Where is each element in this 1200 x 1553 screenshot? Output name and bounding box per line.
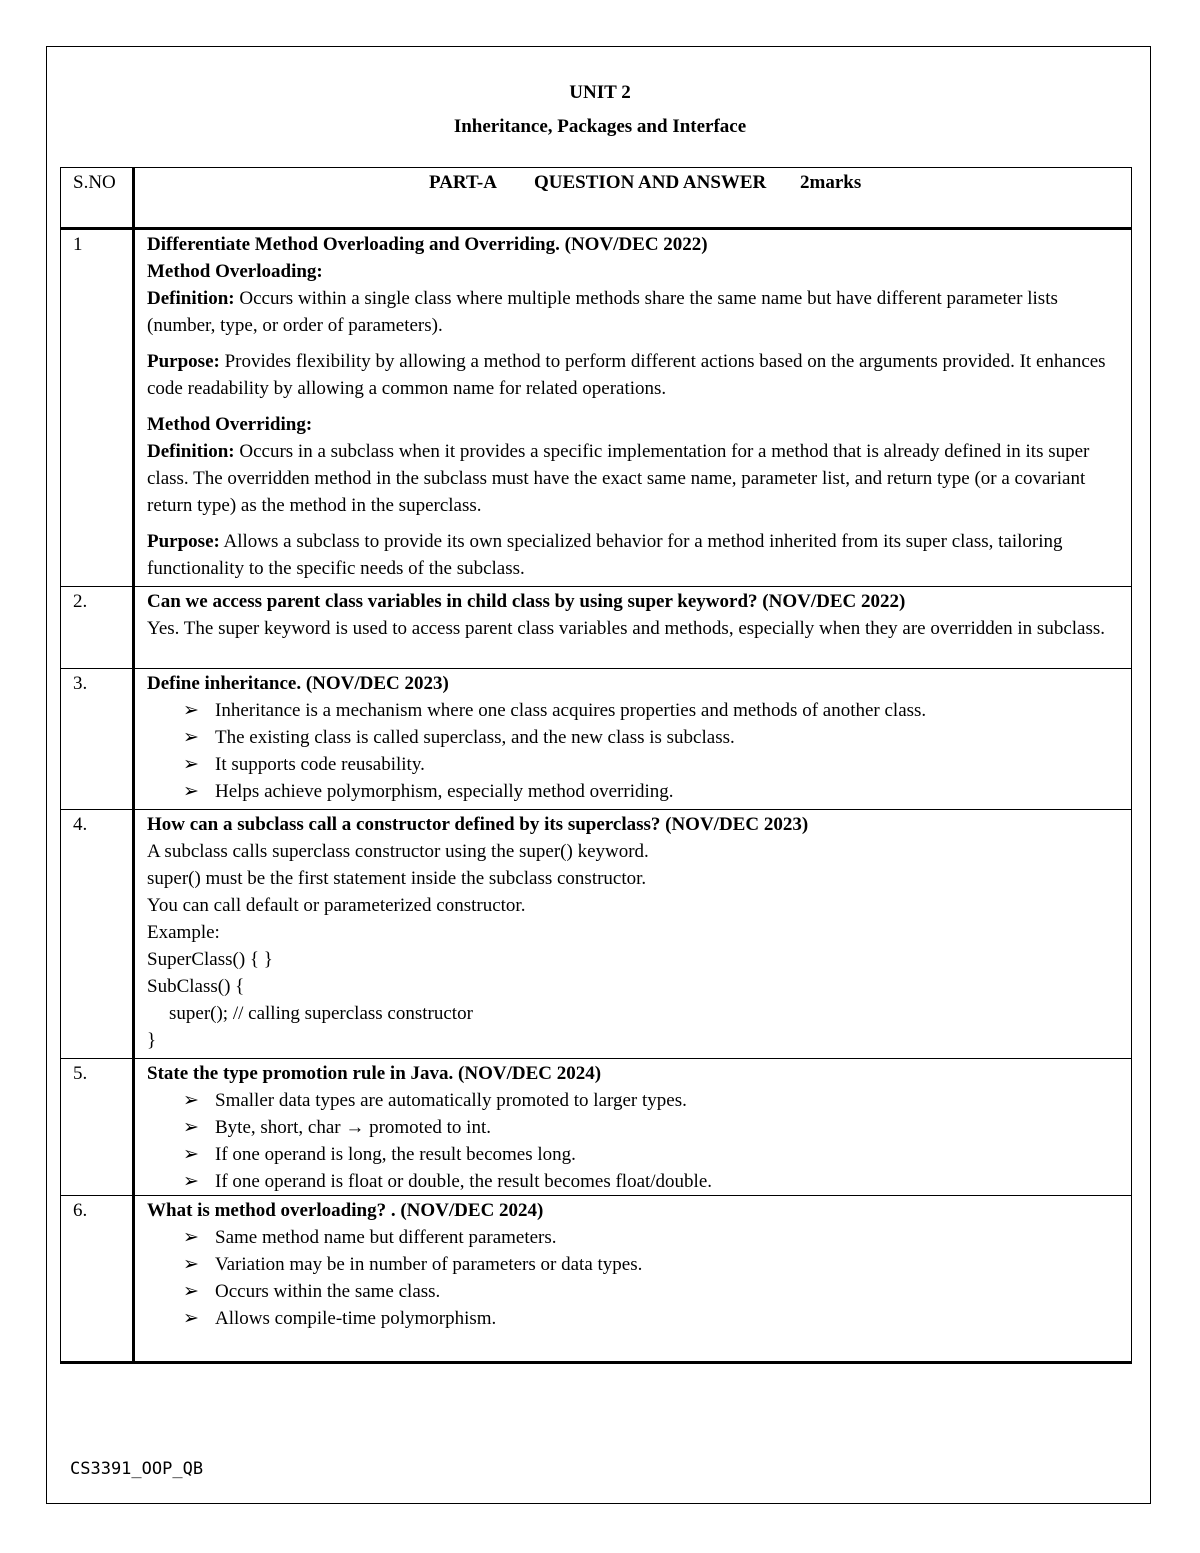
part-header [134,168,1132,229]
table-row [61,587,1132,669]
sno-cell: 1 [61,229,134,587]
table-header-row [61,168,1132,229]
code-line: SubClass() { [147,976,245,997]
sno-cell: 2. [61,587,134,669]
sno-cell: 6. [61,1196,134,1363]
part-label: PART-A [429,172,497,193]
code-line: SuperClass() { } [147,949,273,970]
arrow-bullet-icon: ➢ [183,1281,199,1302]
unit-subtitle: Inheritance, Packages and Interface [453,116,747,137]
list-item: ➢ Helps achieve polymorphism, especially method overriding. [183,778,1121,805]
answer-line: A subclass calls superclass constructor using the super() keyword. [147,841,649,862]
code-line: } [147,1030,157,1051]
overriding-purpose: Purpose: Allows a subclass to provide its own specialized behavior for a method inherited from its super class, tailoring functionality to the specific needs of the subclass. [147,531,1063,579]
overriding-heading: Method Overriding: [147,414,313,435]
question-text: Define inheritance. (NOV/DEC 2023) [147,673,449,694]
list-item: ➢ The existing class is called superclass, and the new class is subclass. [183,724,1121,751]
answer-cell [134,810,1132,1059]
arrow-bullet-icon: ➢ [183,1171,199,1192]
answer-cell [134,587,1132,669]
list-item: ➢ If one operand is long, the result becomes long. [183,1141,1121,1168]
footer-code: CS3391_OOP_QB [70,1459,204,1479]
overloading-purpose: Purpose: Provides flexibility by allowing a method to perform different actions based on the arguments provided. It enhances code readability by allowing a common name for related operations. [147,351,1106,399]
arrow-bullet-icon: ➢ [183,1254,199,1275]
answer-cell [134,669,1132,810]
answer-text: Yes. The super keyword is used to access parent class variables and methods, especially when they are overridden in subclass. [147,618,1106,639]
list-item: ➢ Allows compile-time polymorphism. [183,1305,1121,1332]
answer-line: Example: [147,922,220,943]
bullet-list [147,1087,1121,1195]
question-table [60,167,1132,1364]
table-row [61,1059,1132,1196]
list-item: ➢ Variation may be in number of parameters or data types. [183,1251,1121,1278]
arrow-bullet-icon: ➢ [183,1308,199,1329]
table-row [61,229,1132,587]
arrow-bullet-icon: ➢ [183,781,199,802]
list-item: ➢ Occurs within the same class. [183,1278,1121,1305]
sno-cell: 4. [61,810,134,1059]
bullet-list [147,697,1121,805]
answer-line: super() must be the first statement inside the subclass constructor. [147,868,647,889]
code-line: super(); // calling superclass constructor [169,1003,473,1024]
sno-header: S.NO [61,168,134,229]
section-label: QUESTION AND ANSWER [534,172,767,193]
sno-cell: 5. [61,1059,134,1196]
question-text: Differentiate Method Overloading and Overriding. (NOV/DEC 2022) [147,234,708,255]
bullet-list [147,1224,1121,1332]
arrow-bullet-icon: ➢ [183,1090,199,1111]
overriding-definition: Definition: Occurs in a subclass when it provides a specific implementation for a method that is already defined in its super class. The overridden method in the subclass must have the exact same name, parameter list, and return type (or a covariant return type) as the method in the superclass. [147,441,1090,516]
overloading-heading: Method Overloading: [147,261,323,282]
arrow-bullet-icon: ➢ [183,1144,199,1165]
arrow-bullet-icon: ➢ [183,1227,199,1248]
list-item: ➢ Byte, short, char → promoted to int. [183,1114,1121,1141]
answer-cell [134,229,1132,587]
arrow-bullet-icon: ➢ [183,754,199,775]
answer-line: You can call default or parameterized constructor. [147,895,526,916]
list-item: ➢ If one operand is float or double, the result becomes float/double. [183,1168,1121,1195]
question-text: State the type promotion rule in Java. (NOV/DEC 2024) [147,1063,602,1084]
answer-cell [134,1059,1132,1196]
arrow-bullet-icon: ➢ [183,700,199,721]
question-text: What is method overloading? . (NOV/DEC 2024) [147,1200,544,1221]
arrow-bullet-icon: ➢ [183,727,199,748]
marks-label: 2marks [800,172,862,193]
overloading-definition: Definition: Occurs within a single class where multiple methods share the same name but have different parameter lists (number, type, or order of parameters). [147,288,1058,336]
list-item: ➢ Smaller data types are automatically promoted to larger types. [183,1087,1121,1114]
question-text: How can a subclass call a constructor defined by its superclass? (NOV/DEC 2023) [147,814,809,835]
table-row [61,1196,1132,1363]
arrow-bullet-icon: ➢ [183,1117,199,1138]
answer-cell [134,1196,1132,1363]
question-text: Can we access parent class variables in child class by using super keyword? (NOV/DEC 2022) [147,591,906,612]
list-item: ➢ It supports code reusability. [183,751,1121,778]
sno-cell: 3. [61,669,134,810]
table-row [61,669,1132,810]
unit-title: UNIT 2 [569,82,631,103]
list-item: ➢ Inheritance is a mechanism where one class acquires properties and methods of another class. [183,697,1121,724]
list-item: ➢ Same method name but different parameters. [183,1224,1121,1251]
table-row [61,810,1132,1059]
